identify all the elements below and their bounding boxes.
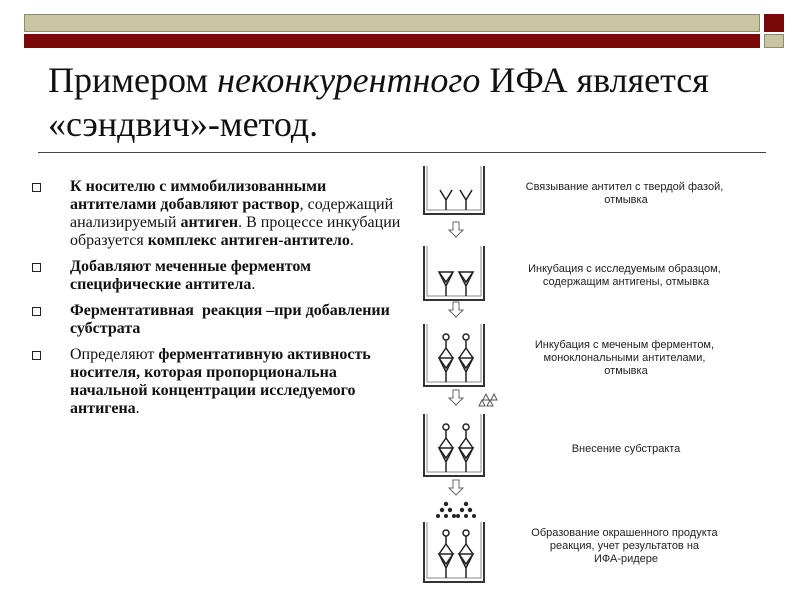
enzyme-labeled-antibody-icon [439, 334, 453, 382]
colored-product-icon [436, 502, 456, 518]
diagram-step-5 [424, 502, 484, 582]
step-label-5: Образование окрашенного продукта реакция, учет результатов на ИФА-ридере [531, 527, 718, 565]
diagram-step-1 [424, 166, 484, 214]
enzyme-labeled-antibody-icon [459, 530, 473, 578]
step-label-4: Внесение субстракта [571, 443, 681, 455]
antigen-antibody-icon [459, 272, 473, 296]
slide-title: Примером неконкурентного ИФА является «сэндвич»-метод. [48, 60, 709, 144]
plate-well [424, 522, 484, 582]
header-band-top [24, 14, 760, 32]
bullet-item: Определяют ферментативную активность носителя, которая пропорциональна начальной концентрации исследуемого антигена. [32, 346, 412, 418]
substrate-icon [479, 394, 497, 406]
antigen-antibody-icon [439, 272, 453, 296]
bullet-item: К носителю с иммобилизованными антителами добавляют раствор, содержащий анализируемый антиген. В процессе инкубации образуется комплекс антиген-антитело. [32, 178, 412, 250]
capture-antibody-icon [440, 190, 452, 210]
down-arrow-icon [449, 390, 463, 405]
diagram-step-4 [424, 414, 484, 476]
bullet-item: Добавляют меченные ферментом специфические антитела. [32, 258, 412, 294]
colored-product-icon [456, 502, 476, 518]
plate-well [424, 166, 484, 214]
diagram-step-2 [424, 246, 484, 300]
header-corner-square-light [764, 34, 784, 48]
step-label-3: Инкубация с меченым ферментом, моноклональными антителами, отмывка [534, 339, 715, 377]
enzyme-labeled-antibody-icon [439, 424, 453, 472]
diagram-step-3 [424, 324, 484, 386]
step-label-2: Инкубация с исследуемым образцом, содержащим антигены, отмывка [528, 263, 721, 288]
down-arrow-icon [449, 480, 463, 495]
header-corner-square-dark [764, 14, 784, 32]
down-arrow-icon [449, 302, 463, 317]
header-band-dark [24, 34, 760, 48]
plate-well [424, 324, 484, 386]
bullet-item: Ферментативная реакция –при добавлении субстрата [32, 302, 412, 338]
elisa-steps-diagram [414, 150, 800, 596]
bullet-list [32, 178, 412, 426]
enzyme-labeled-antibody-icon [439, 530, 453, 578]
plate-well [424, 414, 484, 476]
capture-antibody-icon [460, 190, 472, 210]
down-arrow-icon [449, 222, 463, 237]
plate-well [424, 246, 484, 300]
enzyme-labeled-antibody-icon [459, 424, 473, 472]
step-label-1: Связывание антител с твердой фазой, отмывка [525, 181, 724, 206]
enzyme-labeled-antibody-icon [459, 334, 473, 382]
